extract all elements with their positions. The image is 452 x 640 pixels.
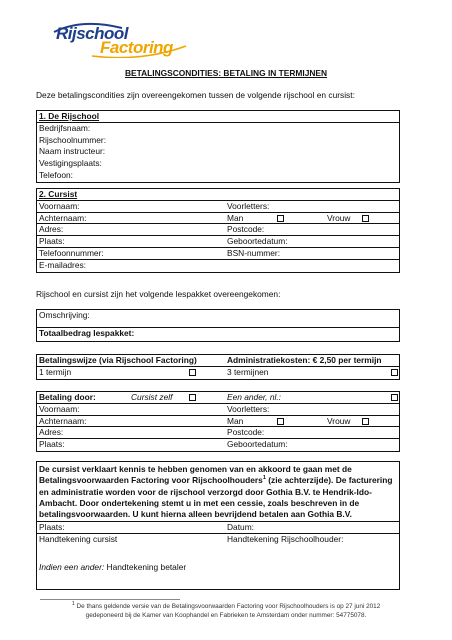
achternaam-field[interactable]: Achternaam: (39, 212, 87, 223)
betaler-plaats-field[interactable]: Plaats: (39, 439, 65, 450)
vrouw-label: Vrouw (327, 212, 351, 223)
betalingswijze-label: Betalingswijze (via Rijschool Factoring) (39, 355, 197, 365)
logo-word-factoring: Factoring (100, 38, 173, 57)
vrouw-checkbox[interactable] (362, 215, 369, 222)
cursist-row-achternaam (37, 213, 399, 225)
betaler-row-achternaam (37, 416, 399, 428)
verklaring-footnote-ref: 1 (262, 475, 266, 482)
vestigingsplaats-field[interactable]: Vestigingsplaats: (39, 158, 102, 169)
handtekening-betaler-field[interactable] (37, 562, 399, 574)
footnote (40, 602, 412, 620)
cursist-row-plaats (37, 236, 399, 248)
handtekening-betaler-label: Handtekening betaler (104, 562, 187, 573)
totaalbedrag-field[interactable]: Totaalbedrag lespakket: (39, 328, 135, 338)
betalingswijze-section (36, 354, 400, 380)
betaler-row-adres (37, 427, 399, 439)
plaats-field[interactable]: Plaats: (39, 236, 65, 247)
betaling-door-section (36, 391, 400, 452)
betalingswijze-row (37, 355, 399, 367)
indien-ander-label: Indien een ander: (39, 562, 105, 573)
een-ander-label: Een ander, nl.: (227, 392, 282, 402)
verklaring-part2: (zie achterzijde). De facturering en administratie worden voor de rijschool verzorgd door Gothia B.V. te Hendrik-Ido-Ambacht. Door ondertekening stemt u in met een cessie, zoals beschreven in de betalingsvoorwaarden. U kunt hierna alleen bevrijdend betalen aan Gothia B.V. (39, 475, 393, 520)
option-1-termijn-label: 1 termijn (39, 366, 72, 377)
agreement-text: Rijschool en cursist zijn het volgende lespakket overeengekomen: (36, 289, 281, 299)
betaler-vrouw-checkbox[interactable] (362, 418, 369, 425)
administratiekosten-label: Administratiekosten: € 2,50 per termijn (227, 355, 382, 365)
telefoonnummer-field[interactable]: Telefoonnummer: (39, 247, 104, 258)
page-title: BETALINGSCONDITIES: BETALING IN TERMIJNEN (124, 68, 328, 78)
onderteken-datum-field[interactable]: Datum: (227, 522, 254, 533)
verklaring-section (36, 461, 400, 590)
voornaam-field[interactable]: Voornaam: (39, 200, 80, 211)
adres-field[interactable]: Adres: (39, 224, 64, 235)
lespakket-section (36, 309, 400, 342)
betaler-man-checkbox[interactable] (277, 418, 284, 425)
email-field[interactable]: E-mailadres: (39, 259, 87, 270)
handtekening-rijschoolhouder-field[interactable]: Handtekening Rijschoolhouder: (227, 534, 344, 545)
bedrijfsnaam-field[interactable]: Bedrijfsnaam: (39, 122, 91, 133)
rijschool-factoring-logo (52, 22, 192, 58)
geboortedatum-field[interactable]: Geboortedatum: (227, 236, 288, 247)
footnote-divider (40, 599, 180, 600)
betaling-door-row (37, 392, 399, 404)
verklaring-text (37, 462, 399, 522)
footnote-line-2: gedeponeerd bij de Kamer van Koophandel en Fabrieken te Amsterdam onder nummer: 54775078. (85, 612, 367, 619)
cursist-row-adres (37, 224, 399, 236)
cursist-row-telefoon (37, 248, 399, 260)
rijschoolnummer-field[interactable]: Rijschoolnummer: (39, 134, 107, 145)
plaats-datum-row (37, 522, 399, 534)
cursist-row-naam (37, 201, 399, 213)
betaler-vrouw-label: Vrouw (327, 415, 351, 426)
cursist-section (36, 188, 400, 273)
betaler-adres-field[interactable]: Adres: (39, 427, 64, 438)
betaler-postcode-field[interactable]: Postcode: (227, 427, 265, 438)
betaler-voorletters-field[interactable]: Voorletters: (227, 403, 270, 414)
postcode-field[interactable]: Postcode: (227, 224, 265, 235)
betaler-voornaam-field[interactable]: Voornaam: (39, 403, 80, 414)
voorletters-field[interactable]: Voorletters: (227, 200, 270, 211)
man-label: Man (227, 212, 244, 223)
betaler-achternaam-field[interactable]: Achternaam: (39, 415, 87, 426)
rijschool-section (36, 110, 400, 183)
intro-text: Deze betalingscondities zijn overeengekomen tussen de volgende rijschool en cursist: (36, 90, 355, 100)
betaler-man-label: Man (227, 415, 244, 426)
cursist-zelf-checkbox[interactable] (189, 394, 196, 401)
onderteken-plaats-field[interactable]: Plaats: (39, 522, 65, 533)
cursist-heading: 2. Cursist (37, 189, 399, 201)
bsn-field[interactable]: BSN-nummer: (227, 247, 281, 258)
option-3-termijnen-checkbox[interactable] (391, 369, 398, 376)
telefoon-field[interactable]: Telefoon: (39, 169, 73, 180)
naam-instructeur-field[interactable]: Naam instructeur: (39, 146, 106, 157)
betaler-geboortedatum-field[interactable]: Geboortedatum: (227, 439, 288, 450)
verklaring-part1: De cursist verklaart kennis te hebben genomen van en akkoord te gaan met de Betalingsvoorwaarden Factoring voor Rijschoolhouders (39, 464, 352, 486)
handtekening-cursist-field[interactable]: Handtekening cursist (39, 534, 118, 545)
cursist-zelf-label: Cursist zelf (131, 392, 173, 402)
logo-word-rijschool: Rijschool (56, 24, 129, 43)
betaling-door-label: Betaling door: (39, 392, 96, 402)
rijschool-heading: 1. De Rijschool (37, 111, 399, 123)
footnote-text-1: De thans geldende versie van de Betalingsvoorwaarden Factoring voor Rijschoolhouders is op 27 juni 2012 (74, 603, 381, 610)
footnote-line-1 (40, 602, 412, 611)
een-ander-checkbox[interactable] (391, 394, 398, 401)
handtekening-row (37, 534, 399, 562)
footnote-number: 1 (71, 600, 75, 607)
option-1-termijn-checkbox[interactable] (189, 369, 196, 376)
betaler-row-plaats (37, 439, 399, 451)
man-checkbox[interactable] (277, 215, 284, 222)
betaler-row-naam (37, 404, 399, 416)
omschrijving-field[interactable]: Omschrijving: (37, 310, 399, 328)
termijn-options-row (37, 367, 399, 379)
option-3-termijnen-label: 3 termijnen (227, 366, 269, 377)
